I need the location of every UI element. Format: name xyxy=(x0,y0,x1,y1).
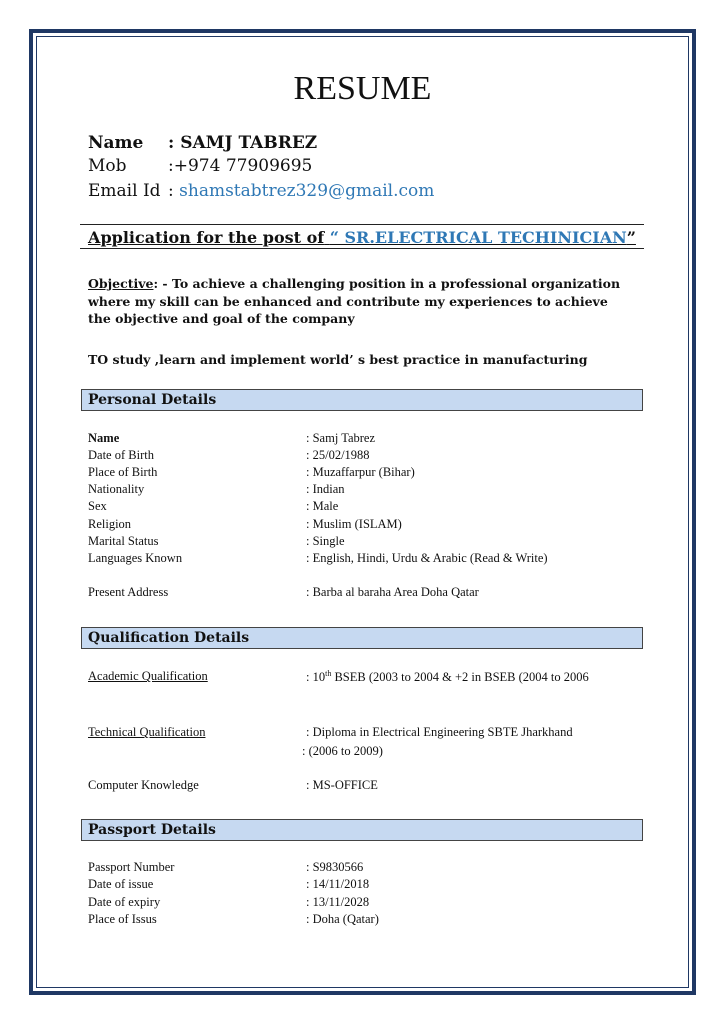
email-label: Email Id xyxy=(88,181,161,201)
present-address-label: Present Address xyxy=(88,585,169,599)
objective-paragraph xyxy=(88,275,628,328)
qualification-details-heading: Qualification Details xyxy=(81,627,643,649)
academic-qualification-label: Academic Qualification xyxy=(88,669,208,683)
name-label: Name xyxy=(88,133,144,153)
email-row xyxy=(168,181,434,201)
personal-details-heading: Personal Details xyxy=(81,389,643,411)
technical-qualification-label: Technical Qualification xyxy=(88,725,206,739)
technical-qualification-value: : Diploma in Electrical Engineering SBTE Jharkhand xyxy=(306,725,573,739)
email-separator: : xyxy=(168,181,174,201)
personal-row-value: : 25/02/1988 xyxy=(306,448,370,462)
application-suffix: ” xyxy=(626,228,636,247)
personal-row-value: : Indian xyxy=(306,482,345,496)
personal-row-label: Place of Birth xyxy=(88,465,158,479)
personal-row-label: Sex xyxy=(88,499,107,513)
computer-knowledge-value: : MS-OFFICE xyxy=(306,778,378,792)
application-title xyxy=(80,228,644,247)
mob-value: :+974 77909695 xyxy=(168,156,313,176)
objective-label: Objective xyxy=(88,276,154,291)
technical-qualification-years: : (2006 to 2009) xyxy=(302,744,383,758)
page-title: RESUME xyxy=(293,70,432,107)
academic-prefix: : 10 xyxy=(306,670,326,685)
passport-row-value: : 13/11/2028 xyxy=(306,895,370,909)
application-rule-bottom xyxy=(80,248,644,249)
personal-row-label: Marital Status xyxy=(88,534,159,548)
personal-row-value: : English, Hindi, Urdu & Arabic (Read & Write) xyxy=(306,551,548,565)
mob-label: Mob xyxy=(88,156,127,176)
academic-qualification-value xyxy=(306,669,589,685)
passport-row-value: : 14/11/2018 xyxy=(306,877,370,891)
personal-row-label: Name xyxy=(88,431,120,445)
passport-row-label: Passport Number xyxy=(88,860,175,874)
personal-row-label: Date of Birth xyxy=(88,448,154,462)
email-link[interactable]: shamstabtrez329@gmail.com xyxy=(179,181,435,201)
personal-row-label: Nationality xyxy=(88,482,145,496)
application-rule-top xyxy=(80,224,644,225)
passport-details-heading: Passport Details xyxy=(81,819,643,841)
passport-row-label: Place of Issus xyxy=(88,912,157,926)
personal-row-label: Religion xyxy=(88,517,132,531)
passport-row-label: Date of issue xyxy=(88,877,154,891)
name-value: : SAMJ TABREZ xyxy=(168,133,318,153)
academic-rest: BSEB (2003 to 2004 & +2 in BSEB (2004 to 2006 xyxy=(331,670,589,685)
present-address-value: : Barba al baraha Area Doha Qatar xyxy=(306,585,479,599)
computer-knowledge-label: Computer Knowledge xyxy=(88,778,199,792)
passport-row-label: Date of expiry xyxy=(88,895,161,909)
personal-row-value: : Samj Tabrez xyxy=(306,431,376,445)
personal-row-value: : Muslim (ISLAM) xyxy=(306,517,402,531)
personal-row-label: Languages Known xyxy=(88,551,183,565)
page-border-inner xyxy=(36,36,689,988)
academic-sup: th xyxy=(325,669,332,678)
passport-row-value: : Doha (Qatar) xyxy=(306,912,379,926)
passport-row-value: : S9830566 xyxy=(306,860,364,874)
application-post: “ SR.ELECTRICAL TECHINICIAN xyxy=(329,228,627,247)
personal-row-value: : Male xyxy=(306,499,339,513)
personal-row-value: : Single xyxy=(306,534,345,548)
objective-text: : - To achieve a challenging position in a professional organization where my skill can be enhanced and contribute my experiences to achieve the objective and goal of the company xyxy=(88,276,621,326)
goal-line: TO study ,learn and implement world’ s best practice in manufacturing xyxy=(88,352,588,367)
application-prefix: Application for the post of xyxy=(88,228,325,247)
personal-row-value: : Muzaffarpur (Bihar) xyxy=(306,465,415,479)
